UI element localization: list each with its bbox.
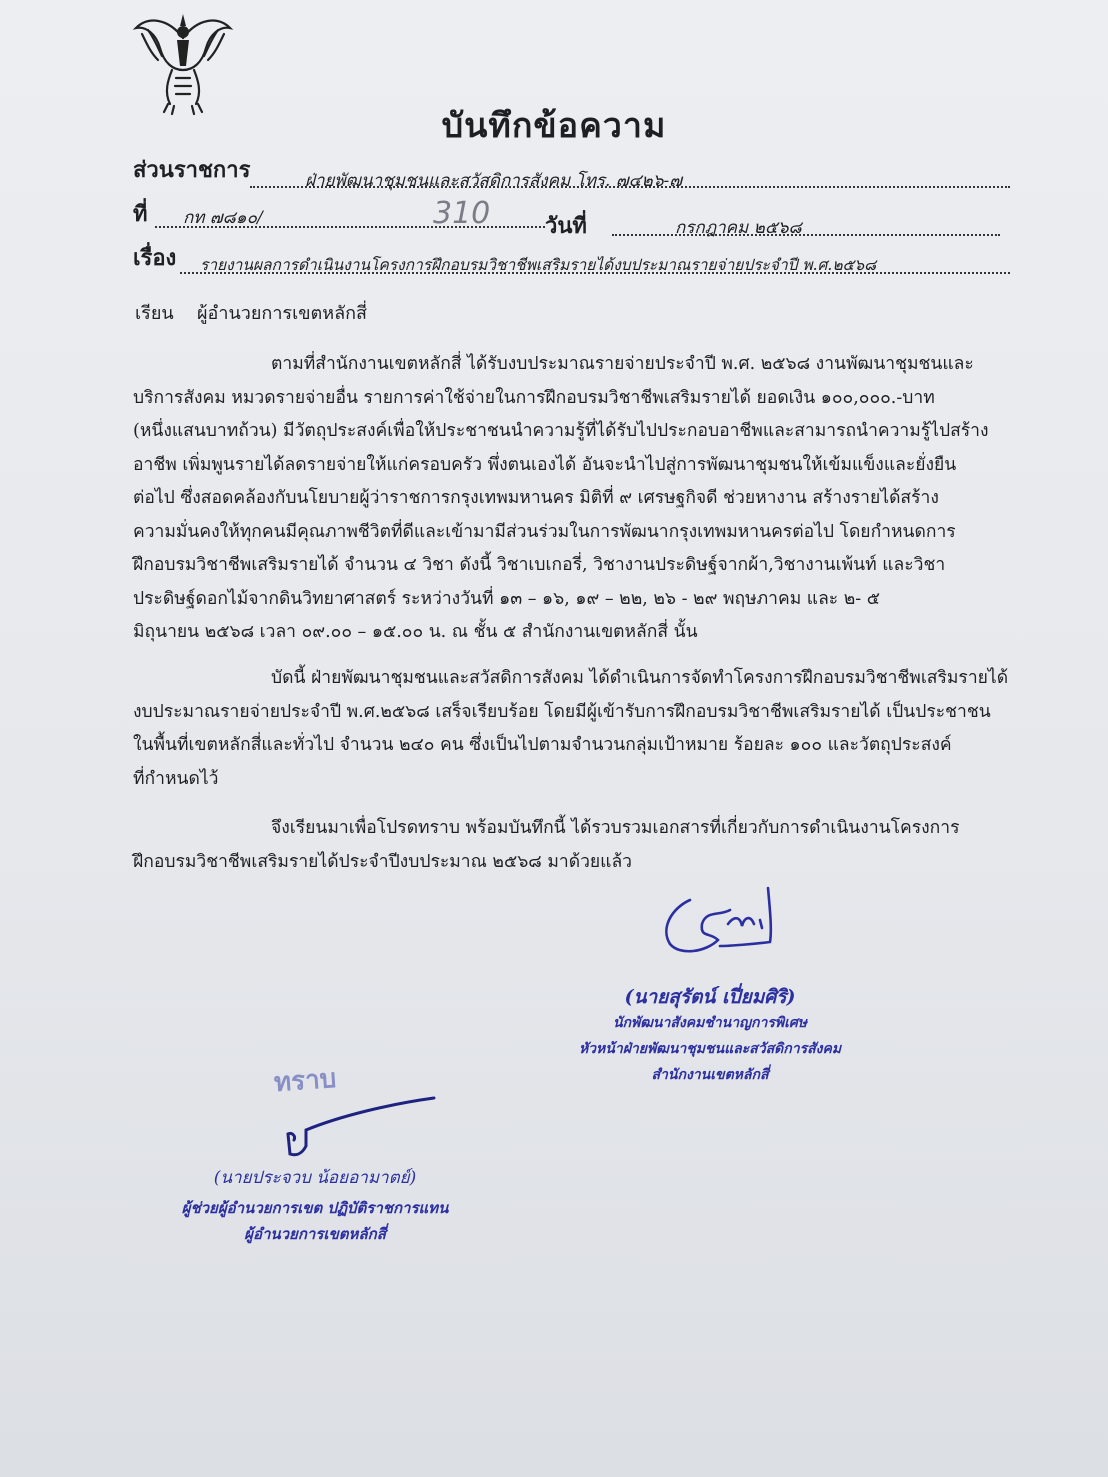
subject-label: เรื่อง: [133, 245, 177, 271]
signer-1-position: นักพัฒนาสังคมชำนาญการพิเศษ: [612, 1015, 808, 1031]
to-label: เรียน: [135, 303, 174, 324]
p2-line: ที่กำหนดไว้: [133, 768, 219, 789]
p1-line: ประดิษฐ์ดอกไม้จากดินวิทยาศาสตร์ ระหว่างวันที่ ๑๓ – ๑๖, ๑๙ – ๒๒, ๒๖ - ๒๙ พฤษภาคม และ ๒- ๕: [133, 588, 881, 609]
ref-handwritten-number: 310: [433, 196, 491, 231]
p1-line: อาชีพ เพิ่มพูนรายได้ลดรายจ่ายให้แก่ครอบครัว พึ่งตนเองได้ อันจะนำไปสู่การพัฒนาชุมชนให้เข้มแข็งและยั่งยืน: [133, 454, 957, 475]
p1-line: ตามที่สำนักงานเขตหลักสี่ ได้รับงบประมาณรายจ่ายประจำปี พ.ศ. ๒๕๖๘ งานพัฒนาชุมชนและ: [271, 354, 974, 374]
p2-line: งบประมาณรายจ่ายประจำปี พ.ศ.๒๕๖๘ เสร็จเรียบร้อย โดยมีผู้เข้ารับการฝึกอบรมวิชาชีพเสริมรายได้ เป็นประชาชน: [133, 701, 991, 722]
p2-line: บัดนี้ ฝ่ายพัฒนาชุมชนและสวัสดิการสังคม ได้ดำเนินการจัดทำโครงการฝึกอบรมวิชาชีพเสริมรายได้: [271, 668, 1009, 688]
p1-line: (หนึ่งแสนบาทถ้วน) มีวัตถุประสงค์เพื่อให้ประชาชนนำความรู้ที่ได้รับไปประกอบอาชีพและสามารถนำความรู้ไปสร้าง: [133, 421, 989, 441]
p1-line: มิถุนายน ๒๕๖๘ เวลา ๐๙.๐๐ – ๑๕.๐๐ น. ณ ชั้น ๕ สำนักงานเขตหลักสี่ นั้น: [133, 622, 698, 642]
to-value: ผู้อำนวยการเขตหลักสี่: [197, 303, 368, 324]
department-label: ส่วนราชการ: [133, 157, 251, 183]
paragraph-1: [133, 348, 989, 650]
p3-line: จึงเรียนมาเพื่อโปรดทราบ พร้อมบันทึกนี้ ได้รวบรวมเอกสารที่เกี่ยวกับการดำเนินงานโครงการ: [271, 818, 960, 838]
signer-1-title: หัวหน้าฝ่ายพัฒนาชุมชนและสวัสดิการสังคม: [578, 1041, 842, 1057]
signer-2-name: (นายประจวบ น้อยอามาตย์): [213, 1168, 417, 1188]
p2-line: ในพื้นที่เขตหลักสี่และทั่วไป จำนวน ๒๔๐ คน ซึ่งเป็นไปตามจำนวนกลุ่มเป้าหมาย ร้อยละ ๑๐๐ และวัตถุประสงค์: [133, 735, 952, 755]
acknowledged-stamp: ทราบ: [273, 1063, 338, 1099]
signature-1-scribble: [650, 880, 790, 960]
signature-2-scribble: [280, 1090, 440, 1170]
ref-label: ที่: [133, 201, 148, 227]
signer-1-name: (นายสุรัตน์ เปี่ยมศิริ): [624, 986, 796, 1008]
p1-line: บริการสังคม หมวดรายจ่ายอื่น รายการค่าใช้จ่ายในการฝึกอบรมวิชาชีพเสริมรายได้ ยอดเงิน ๑๐๐,๐๐๐.-บาท: [133, 387, 935, 408]
department-value: ฝ่ายพัฒนาชุมชนและสวัสดิการสังคม โทร. ๗๔๒๖-๗: [305, 171, 683, 191]
paragraph-3: [133, 812, 959, 879]
signer-1-office: สำนักงานเขตหลักสี่: [651, 1067, 769, 1083]
memo-title: บันทึกข้อความ: [441, 106, 667, 146]
signer-2-position: ผู้ช่วยผู้อำนวยการเขต ปฏิบัติราชการแทน: [181, 1199, 449, 1217]
ref-value: กท ๗๘๑๐/: [183, 208, 263, 228]
p1-line: ความมั่นคงให้ทุกคนมีคุณภาพชีวิตที่ดีและเข้ามามีส่วนร่วมในการพัฒนากรุงเทพมหานครต่อไป โดยกำหนดการ: [133, 521, 956, 542]
signer-2-office: ผู้อำนวยการเขตหลักสี่: [244, 1225, 386, 1243]
date-label: วันที่: [545, 213, 587, 239]
date-value: กรกฎาคม ๒๕๖๘: [675, 218, 802, 238]
p3-line: ฝึกอบรมวิชาชีพเสริมรายได้ประจำปีงบประมาณ ๒๕๖๘ มาด้วยแล้ว: [133, 851, 632, 872]
p1-line: ฝึกอบรมวิชาชีพเสริมรายได้ จำนวน ๔ วิชา ดังนี้ วิชาเบเกอรี่, วิชางานประดิษฐ์จากผ้า,วิชางานเพ้นท์ และวิชา: [133, 555, 946, 575]
date-dotted-line: [612, 234, 1000, 236]
paragraph-2: [133, 662, 1008, 796]
p1-line: ต่อไป ซึ่งสอดคล้องกับนโยบายผู้ว่าราชการกรุงเทพมหานคร มิติที่ ๙ เศรษฐกิจดี ช่วยหางาน สร้างรายได้สร้าง: [133, 488, 939, 508]
subject-value: รายงานผลการดำเนินงานโครงการฝึกอบรมวิชาชีพเสริมรายได้งบประมาณรายจ่ายประจำปี พ.ศ.๒๕๖๘: [200, 256, 877, 274]
